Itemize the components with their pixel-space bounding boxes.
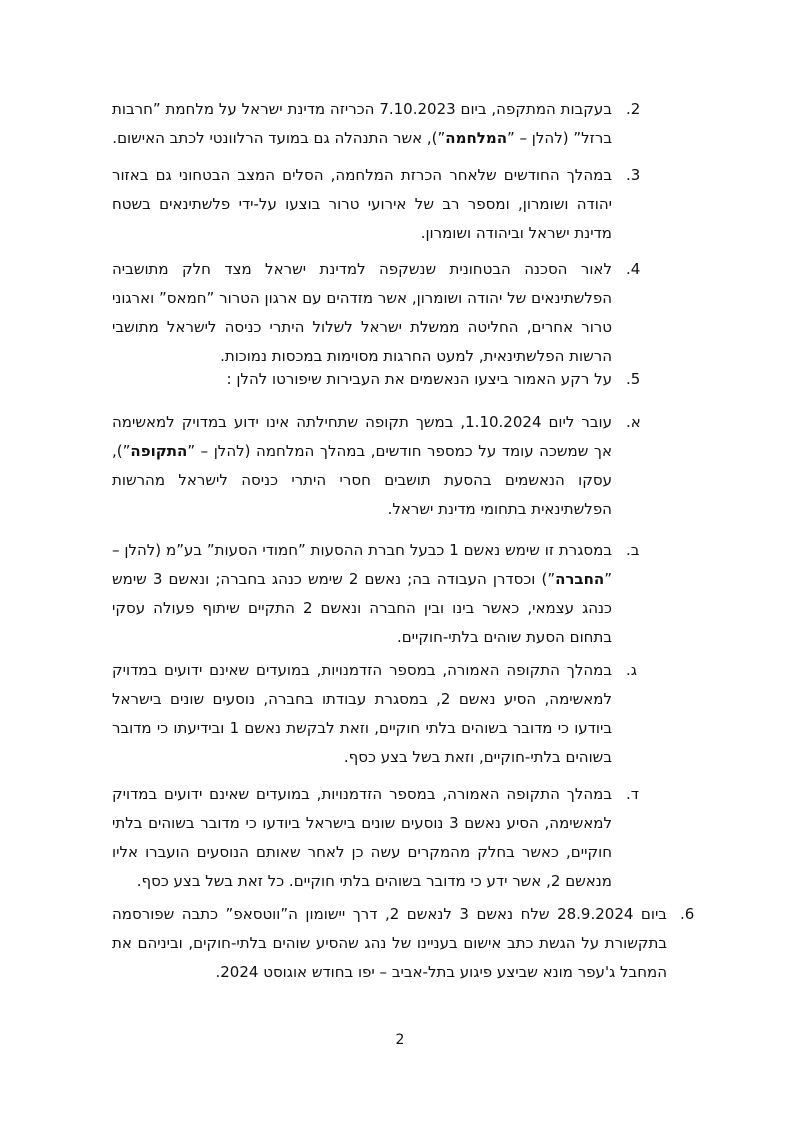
defined-term: התקופה xyxy=(130,442,188,460)
subparagraph-b xyxy=(112,536,612,652)
paragraph-text: ”), עסקו הנאשמים בהסעת תושבים חסרי היתרי כניסה לישראל מהרשות הפלשתינאית בתחומי מדינת ישראל. xyxy=(112,442,612,518)
paragraph-number: .2 xyxy=(626,100,641,118)
subparagraph-letter: .ב xyxy=(626,541,640,559)
subparagraph-letter: .א xyxy=(626,413,641,431)
subparagraph-a xyxy=(112,408,612,524)
subparagraph-letter: .ג xyxy=(626,661,637,679)
defined-term: המלחמה xyxy=(445,129,507,147)
paragraph-number: .6 xyxy=(680,905,695,923)
subparagraph-letter: .ד xyxy=(626,785,639,803)
paragraph-3: במהלך החודשים שלאחר הכרזת המלחמה, הסלים המצב הבטחוני גם באזור יהודה ושומרון, ומספר רב של אירועי טרור בוצעו על-ידי פלשתינאים בשטח מדינת ישראל וביהודה ושומרון. xyxy=(112,166,612,242)
paragraph-2 xyxy=(112,95,612,153)
paragraph-text: במסגרת זו שימש נאשם 1 כבעל חברת ההסעות ”חמודי הסעות” בע”מ (להלן – ” xyxy=(112,541,612,588)
page-number: 2 xyxy=(395,1032,405,1048)
subparagraph-d: במהלך התקופה האמורה, במספר הזדמנויות, במועדים שאינם ידועים במדויק למאשימה, הסיע נאשם 3 נוסעים שונים בישראל ביודעו כי מדובר בשוהים בלתי חוקיים, כאשר בחלק מהמקרים עשה כן לאחר שאותם הנוסעים הועברו אליו מנאשם 2, אשר ידע כי מדובר בשוהים בלתי חוקיים. כל זאת בשל בצע כסף. xyxy=(112,785,612,890)
paragraph-number: .4 xyxy=(626,260,641,278)
paragraph-5: על רקע האמור ביצעו הנאשמים את העבירות שיפורטו להלן : xyxy=(226,370,612,388)
paragraph-text: בעקבות המתקפה, ביום 7.10.2023 הכריזה מדינת ישראל על מלחמת ”חרבות ברזל” (להלן – ” xyxy=(112,100,612,147)
paragraph-4: לאור הסכנה הבטחונית שנשקפה למדינת ישראל מצד חלק מתושביה הפלשתינאים של יהודה ושומרון, אשר מזדהים עם ארגון הטרור ”חמאס” וארגוני טרור אחרים, החליטה ממשלת ישראל לשלול היתרי כניסה לישראל מתושבי הרשות הפלשתינאית, למעט החרגות מסוימות במכסות נמוכות. xyxy=(112,260,612,365)
paragraph-text: עובר ליום 1.10.2024, במשך תקופה שתחילתה אינו ידוע במדויק למאשימה אך שמשכה עומד על כמספר חודשים, במהלך המלחמה (להלן – ” xyxy=(112,413,612,460)
paragraph-number: .5 xyxy=(626,370,641,388)
defined-term: החברה xyxy=(555,570,605,588)
subparagraph-c: במהלך התקופה האמורה, במספר הזדמנויות, במועדים שאינם ידועים במדויק למאשימה, הסיע נאשם 2, במסגרת עבודתו בחברה, נוסעים שונים בישראל ביודעו כי מדובר בשוהים בלתי חוקיים, וזאת לבקשת נאשם 1 ובידיעתו כי מדובר בשוהים בלתי-חוקיים, וזאת בשל בצע כסף. xyxy=(112,661,612,766)
paragraph-6: ביום 28.9.2024 שלח נאשם 3 לנאשם 2, דרך יישומון ה”ווטסאפ” כתבה שפורסמה בתקשורת על הגשת כתב אישום בעניינו של נהג שהסיע שוהים בלתי-חוקים, וביניהם את המחבל ג'עפר מונא שביצע פיגוע בתל-אביב – יפו בחודש אוגוסט 2024. xyxy=(112,905,667,981)
paragraph-text: ”), אשר התנהלה גם במועד הרלוונטי לכתב האישום. xyxy=(112,129,446,147)
paragraph-number: .3 xyxy=(626,166,641,184)
paragraph-text: ”) וכסדרן העבודה בה; נאשם 2 שימש כנהג בחברה; ונאשם 3 שימש כנהג עצמאי, כאשר בינו ובין החברה ונאשם 2 התקיים שיתוף פעולה עסקי בתחום הסעת שוהים בלתי-חוקיים. xyxy=(112,570,612,646)
